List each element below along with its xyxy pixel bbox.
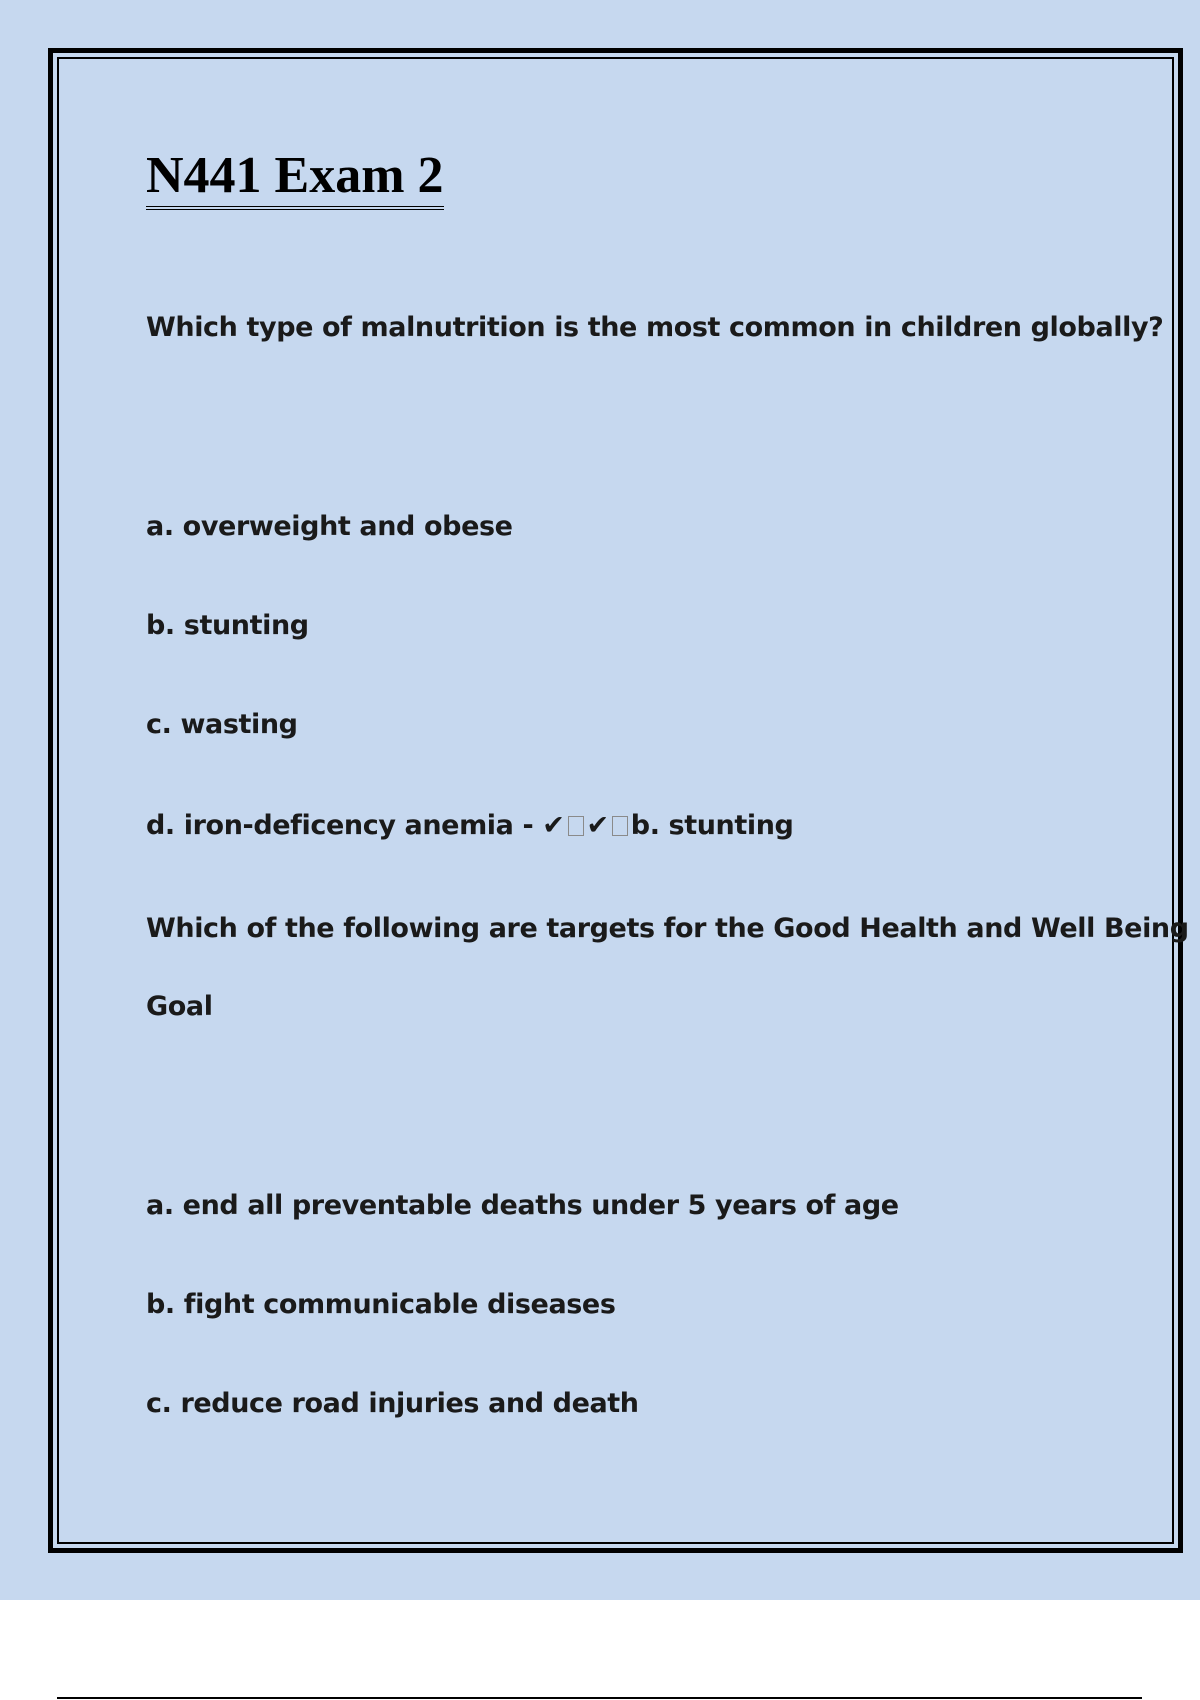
q1-option-d-text: d. iron-deficency anemia - [146, 810, 543, 841]
q2-option-c: c. reduce road injuries and death [146, 1388, 639, 1419]
q2-option-b: b. fight communicable diseases [146, 1289, 616, 1320]
document-title: N441 Exam 2 [146, 146, 444, 210]
missing-glyph-box-icon [568, 816, 584, 836]
question-2-line-2: Goal [146, 991, 213, 1022]
page-divider [57, 1697, 1142, 1699]
q1-option-c: c. wasting [146, 709, 298, 740]
q1-answer: b. stunting [630, 810, 794, 841]
q1-option-a: a. overweight and obese [146, 511, 513, 542]
question-2-line-1: Which of the following are targets for the Good Health and Well Being [146, 913, 1189, 944]
check-mark-icon: ✔ [586, 810, 609, 841]
question-1: Which type of malnutrition is the most common in children globally? [146, 312, 1164, 343]
q2-option-a: a. end all preventable deaths under 5 years of age [146, 1190, 899, 1221]
check-mark-icon: ✔ [542, 810, 565, 841]
q1-option-d [146, 808, 793, 844]
missing-glyph-box-icon [612, 816, 628, 836]
q1-option-b: b. stunting [146, 610, 309, 641]
